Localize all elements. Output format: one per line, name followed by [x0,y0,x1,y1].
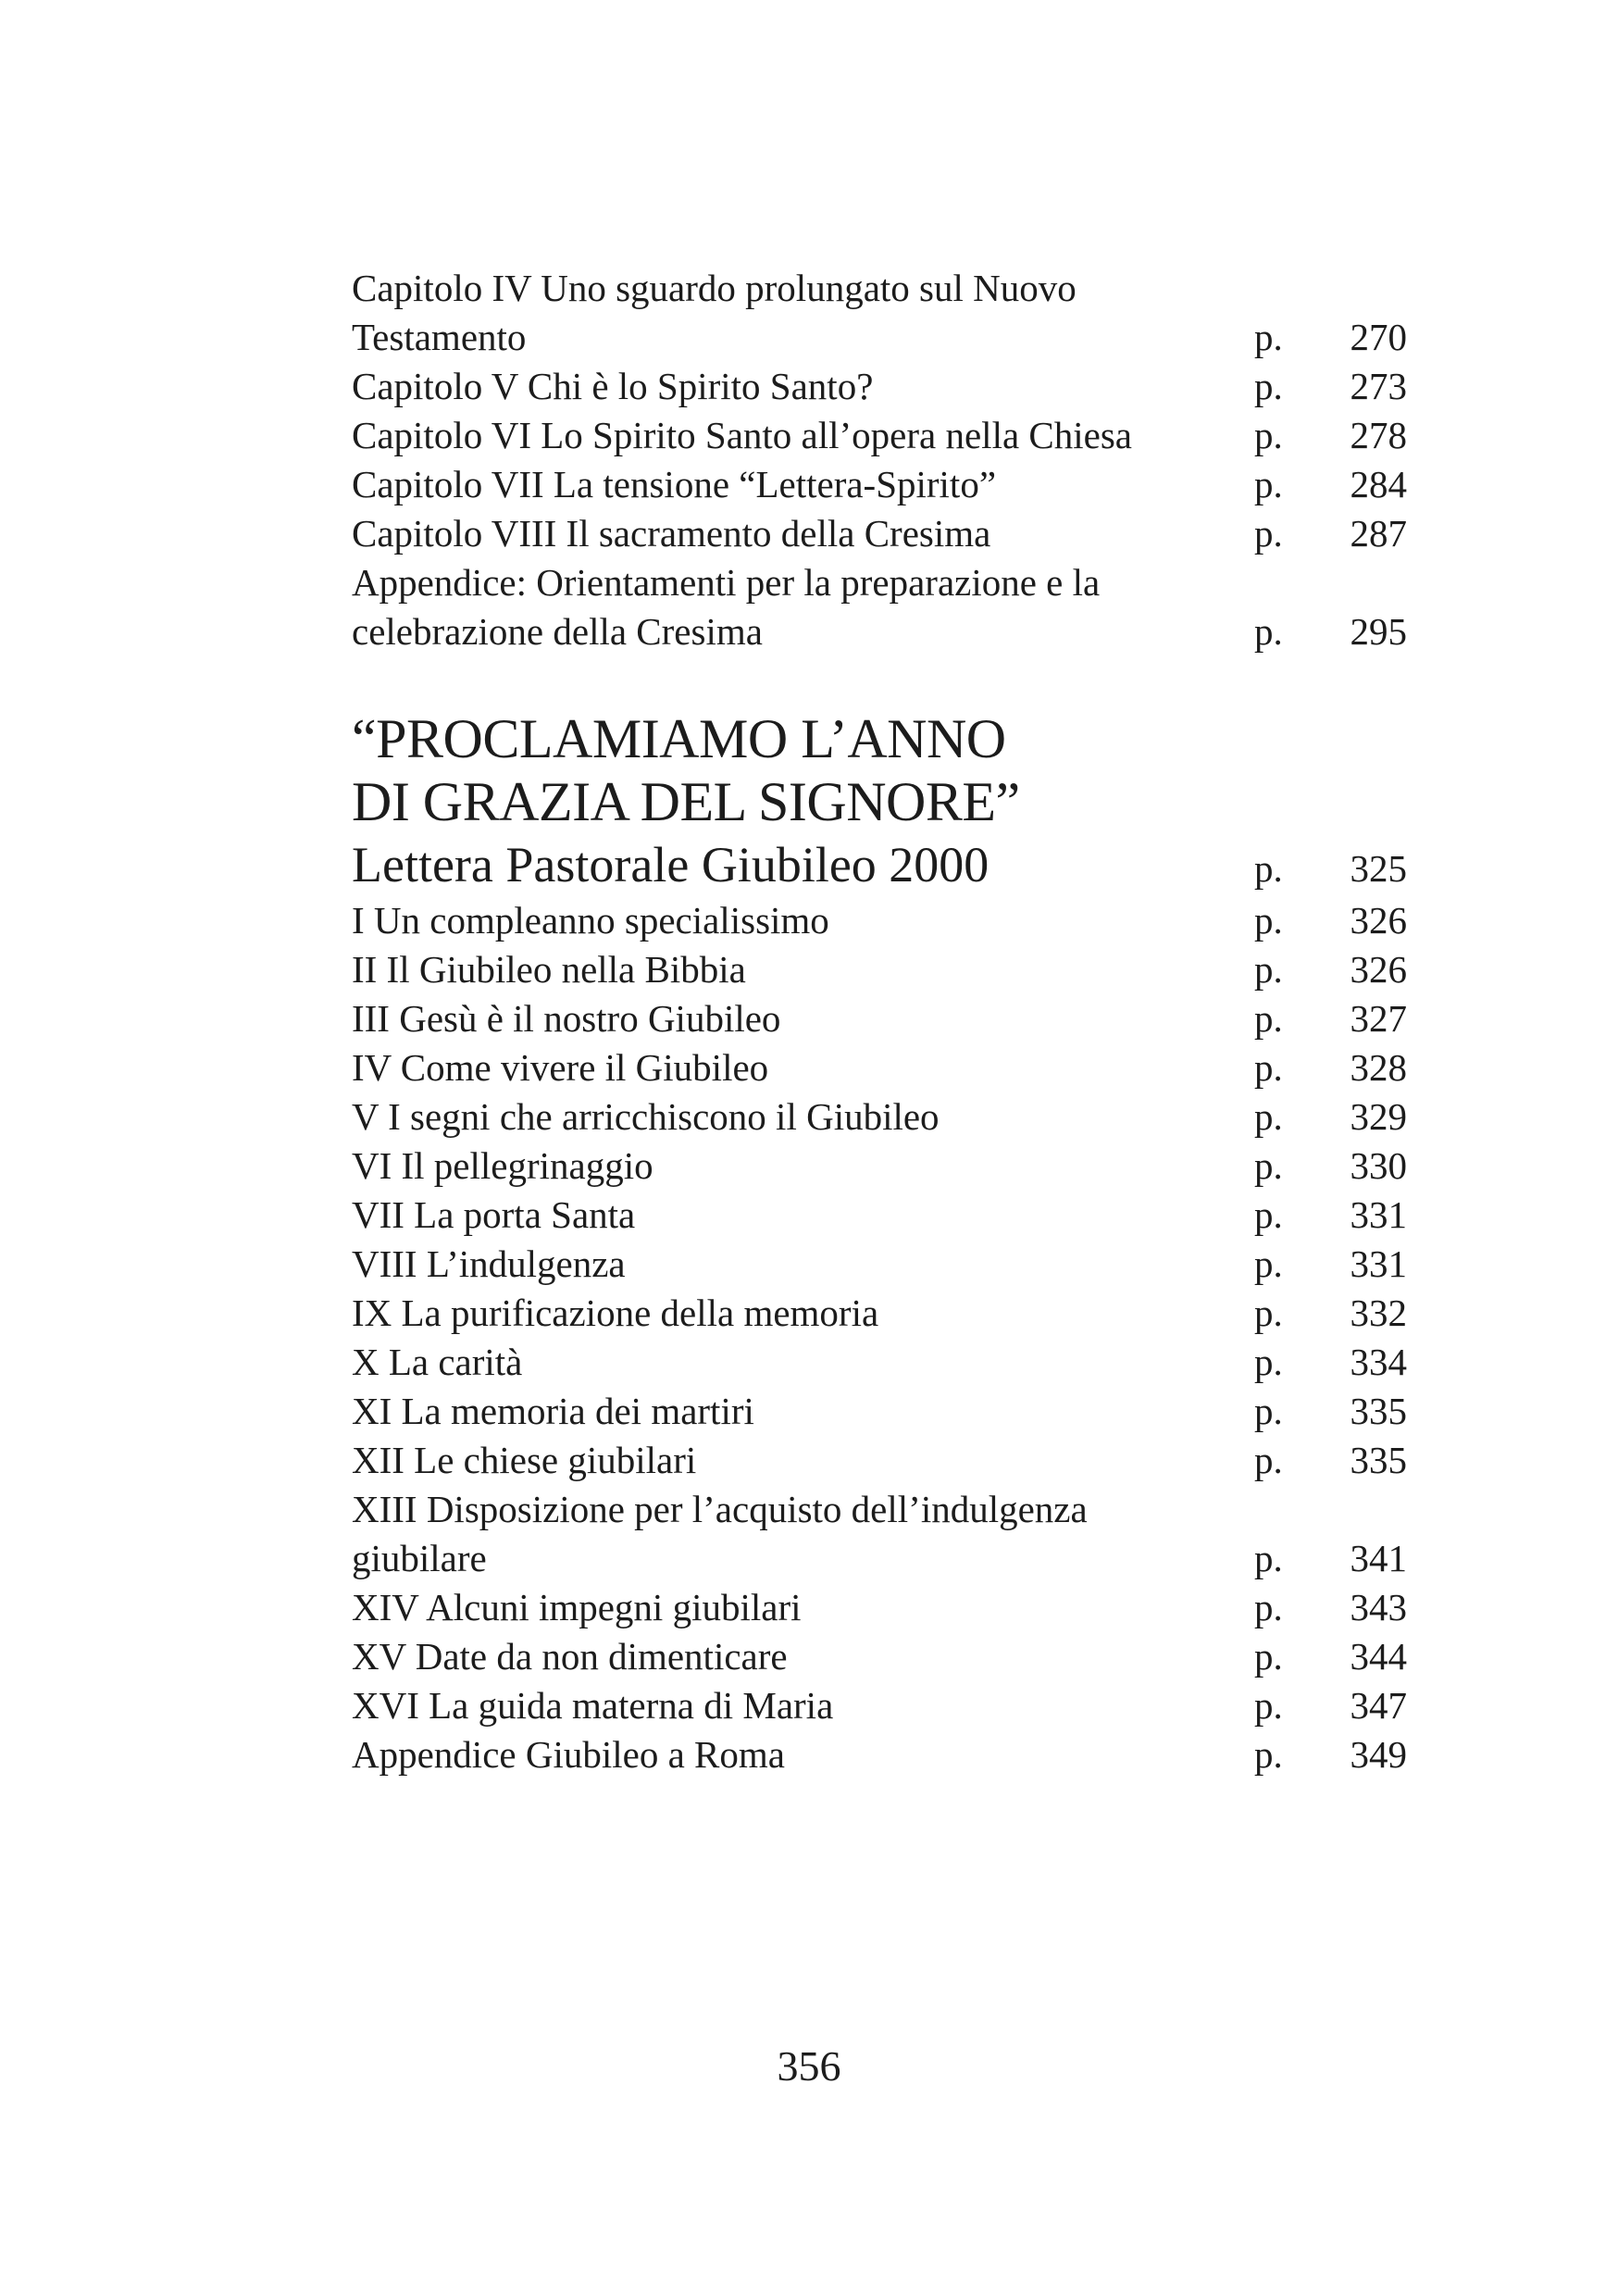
toc-entry [352,1632,1407,1681]
page-ref: 349 [1350,1733,1407,1776]
page-ref: 331 [1350,1193,1407,1236]
section-subtitle: Lettera Pastorale Giubileo 2000 [352,837,989,892]
entry-title: XIII Disposizione per l’acquisto dell’indulgenza [352,1488,1088,1530]
page-ref: 335 [1350,1390,1407,1432]
toc-entry [352,994,1407,1043]
page-ref: 341 [1350,1537,1407,1579]
toc-entry [352,1142,1407,1191]
page-prefix: p. [1254,512,1283,555]
entry-title: IX La purificazione della memoria [352,1292,879,1334]
page-ref: 326 [1350,948,1407,991]
entry-title: Capitolo VII La tensione “Lettera-Spirito” [352,463,997,505]
toc-entry [352,607,1407,656]
page-prefix: p. [1254,899,1283,942]
page-ref: 347 [1350,1684,1407,1727]
page-prefix: p. [1254,1684,1283,1727]
entry-title: XIV Alcuni impegni giubilari [352,1586,802,1628]
toc-entry [352,1043,1407,1092]
page-prefix: p. [1254,1635,1283,1678]
page-prefix: p. [1254,1439,1283,1481]
page-prefix: p. [1254,414,1283,456]
page-prefix: p. [1254,1292,1283,1334]
entry-title: XI La memoria dei martiri [352,1390,754,1432]
entry-title: II Il Giubileo nella Bibbia [352,948,746,991]
entry-title: Capitolo VI Lo Spirito Santo all’opera nella Chiesa [352,414,1133,456]
page-prefix: p. [1254,1341,1283,1383]
page-ref: 326 [1350,899,1407,942]
entry-title: Appendice: Orientamenti per la preparazione e la [352,561,1101,604]
entry-title: I Un compleanno specialissimo [352,899,829,942]
section-gap [352,656,1407,707]
entry-title: Capitolo VIII Il sacramento della Cresima [352,512,991,555]
toc-entries-2 [352,896,1407,1779]
page-ref: 327 [1350,997,1407,1040]
entry-title: III Gesù è il nostro Giubileo [352,997,781,1040]
page-prefix: p. [1254,316,1283,358]
page-prefix: p. [1254,1095,1283,1138]
table-of-contents [352,264,1407,1779]
page-prefix: p. [1254,948,1283,991]
toc-entry [352,313,1407,362]
page-ref: 335 [1350,1439,1407,1481]
page-ref: 344 [1350,1635,1407,1678]
section-subtitle-row [352,833,1407,896]
toc-entry [352,1387,1407,1436]
toc-section-2 [352,707,1407,1779]
page-ref: 270 [1350,316,1407,358]
page-prefix: p. [1254,1242,1283,1285]
toc-entry [352,558,1407,607]
page-prefix: p. [1254,463,1283,505]
toc-entry [352,945,1407,994]
page-ref: 273 [1350,365,1407,407]
entry-title: Capitolo IV Uno sguardo prolungato sul Nuovo [352,267,1077,309]
entry-title: VIII L’indulgenza [352,1242,626,1285]
toc-entry [352,1681,1407,1730]
toc-entry [352,1485,1407,1534]
page-ref: 325 [1350,847,1407,890]
entry-title: XII Le chiese giubilari [352,1439,697,1481]
toc-entry [352,1240,1407,1289]
toc-entry [352,264,1407,313]
page-prefix: p. [1254,1733,1283,1776]
entry-title: Testamento [352,316,527,358]
toc-entry [352,460,1407,509]
page-number: 356 [777,2042,841,2090]
page-ref: 295 [1350,610,1407,653]
page-prefix: p. [1254,1586,1283,1628]
page-prefix: p. [1254,1046,1283,1089]
page-prefix: p. [1254,997,1283,1040]
toc-entry [352,1338,1407,1387]
section-heading-line-2: DI GRAZIA DEL SIGNORE” [352,771,1020,832]
page-prefix: p. [1254,1144,1283,1187]
page-ref: 329 [1350,1095,1407,1138]
toc-section-1 [352,264,1407,656]
entry-title: XVI La guida materna di Maria [352,1684,834,1727]
page-ref: 343 [1350,1586,1407,1628]
entry-title: VI Il pellegrinaggio [352,1144,653,1187]
page-ref: 328 [1350,1046,1407,1089]
page-prefix: p. [1254,1193,1283,1236]
toc-entry [352,1289,1407,1338]
entry-title: IV Come vivere il Giubileo [352,1046,769,1089]
page-prefix: p. [1254,610,1283,653]
toc-entry [352,896,1407,945]
toc-entry [352,1730,1407,1779]
entry-title: Capitolo V Chi è lo Spirito Santo? [352,365,874,407]
page-ref: 332 [1350,1292,1407,1334]
toc-entry [352,1436,1407,1485]
page-ref: 287 [1350,512,1407,555]
page-ref: 331 [1350,1242,1407,1285]
section-heading-line-1: “PROCLAMIAMO L’ANNO [352,708,1006,769]
toc-entry [352,1583,1407,1632]
page-ref: 334 [1350,1341,1407,1383]
entry-title: celebrazione della Cresima [352,610,763,653]
toc-entry [352,509,1407,558]
page-prefix: p. [1254,1537,1283,1579]
toc-entry [352,362,1407,411]
page-prefix: p. [1254,1390,1283,1432]
page-prefix: p. [1254,365,1283,407]
toc-entry [352,1534,1407,1583]
toc-entry [352,1092,1407,1142]
entry-title: V I segni che arricchiscono il Giubileo [352,1095,940,1138]
toc-entry [352,1191,1407,1240]
entry-title: giubilare [352,1537,487,1579]
entry-title: VII La porta Santa [352,1193,636,1236]
entry-title: Appendice Giubileo a Roma [352,1733,785,1776]
entry-title: XV Date da non dimenticare [352,1635,788,1678]
page-ref: 278 [1350,414,1407,456]
page-ref: 284 [1350,463,1407,505]
entry-title: X La carità [352,1341,523,1383]
page-prefix: p. [1254,847,1283,890]
page-ref: 330 [1350,1144,1407,1187]
toc-entry [352,411,1407,460]
